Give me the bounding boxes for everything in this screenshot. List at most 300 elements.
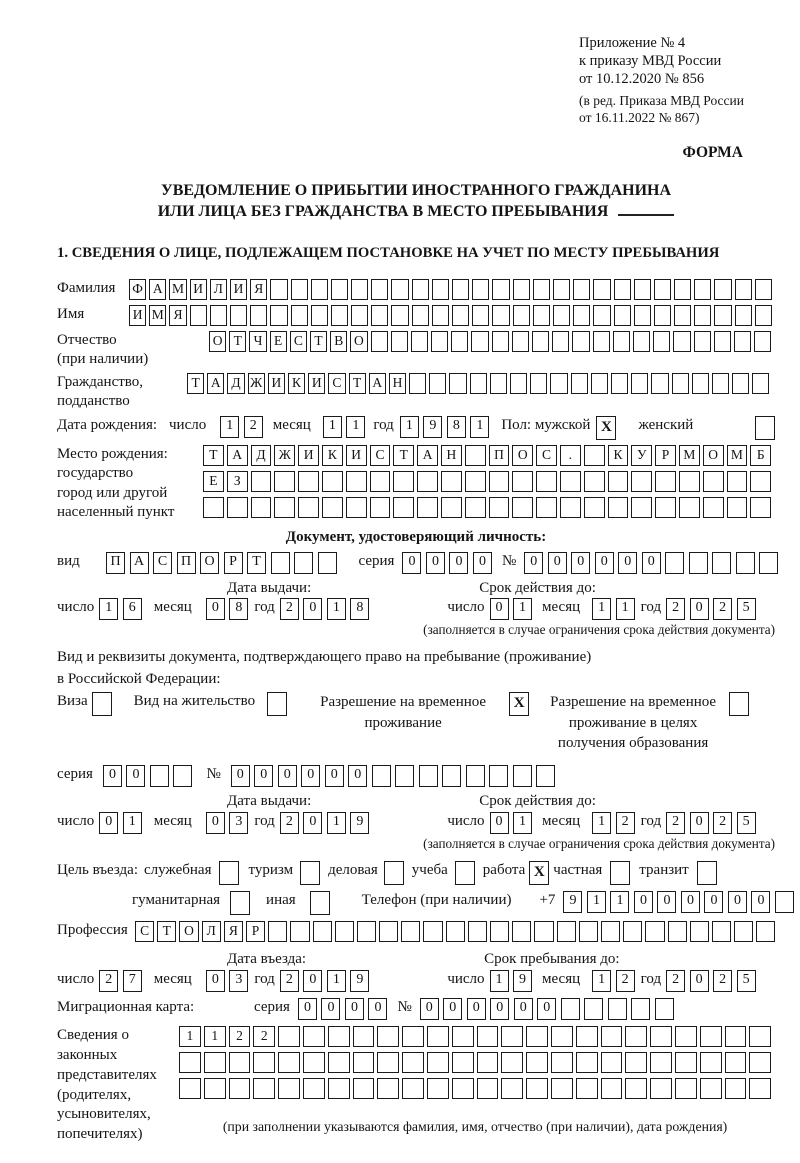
citizenship-cell[interactable] — [429, 373, 446, 394]
issue-month-cell[interactable]: 8 — [229, 598, 248, 620]
representative-cell[interactable] — [477, 1026, 499, 1047]
representative-cell[interactable] — [725, 1026, 747, 1047]
patronymic-cell[interactable]: В — [330, 331, 347, 352]
representative-cell[interactable] — [204, 1078, 226, 1099]
surname-cell[interactable] — [412, 279, 429, 300]
stay-year-cell[interactable]: 2 — [713, 970, 732, 992]
citizenship-cell[interactable]: С — [328, 373, 345, 394]
representative-cell[interactable] — [650, 1078, 672, 1099]
citizenship-cell[interactable] — [449, 373, 466, 394]
birth-place-cell[interactable] — [251, 497, 272, 518]
surname-cell[interactable]: Л — [210, 279, 227, 300]
phone-digit-cell[interactable]: 0 — [681, 891, 700, 913]
stay-issue-month-cell[interactable]: 3 — [229, 812, 248, 834]
birth-place-cell[interactable] — [512, 471, 533, 492]
phone-digit-cell[interactable]: 0 — [634, 891, 653, 913]
representative-cell[interactable] — [353, 1026, 375, 1047]
doc-kind-cell[interactable]: П — [177, 552, 196, 574]
birth-place-cell[interactable] — [584, 497, 605, 518]
migration-number-cell[interactable]: 0 — [490, 998, 509, 1020]
phone-digit-cell[interactable]: 0 — [704, 891, 723, 913]
purpose-transit-checkbox[interactable] — [697, 861, 717, 885]
stay-doc-number-cell[interactable] — [466, 765, 485, 787]
purpose-private-checkbox[interactable] — [610, 861, 630, 885]
birth-place-cell[interactable] — [346, 497, 367, 518]
entry-year-cell[interactable]: 9 — [350, 970, 369, 992]
patronymic-cell[interactable] — [451, 331, 468, 352]
birth-year-cell[interactable]: 8 — [447, 416, 466, 438]
issue-day-cell[interactable]: 6 — [123, 598, 142, 620]
birth-place-cell[interactable] — [441, 471, 462, 492]
birth-place-cell[interactable]: Е — [203, 471, 224, 492]
name-cell[interactable] — [614, 305, 631, 326]
representative-cell[interactable]: 1 — [204, 1026, 226, 1047]
issue-year-cell[interactable]: 1 — [327, 598, 346, 620]
patronymic-cell[interactable]: С — [290, 331, 307, 352]
birth-place-cell[interactable] — [393, 471, 414, 492]
representative-cell[interactable] — [253, 1078, 275, 1099]
doc-series-cell[interactable]: 0 — [426, 552, 445, 574]
representative-cell[interactable] — [725, 1078, 747, 1099]
name-cell[interactable]: И — [129, 305, 146, 326]
patronymic-cell[interactable] — [593, 331, 610, 352]
birth-place-cell[interactable] — [631, 497, 652, 518]
profession-cell[interactable] — [734, 921, 753, 942]
representative-cell[interactable] — [303, 1078, 325, 1099]
representative-cell[interactable] — [625, 1052, 647, 1073]
stay-issue-year-cell[interactable]: 2 — [280, 812, 299, 834]
patronymic-cell[interactable] — [391, 331, 408, 352]
surname-cell[interactable] — [533, 279, 550, 300]
doc-number-cell[interactable] — [689, 552, 708, 574]
surname-cell[interactable]: М — [169, 279, 186, 300]
citizenship-cell[interactable] — [490, 373, 507, 394]
birth-place-cell[interactable] — [679, 497, 700, 518]
valid-day-cell[interactable]: 0 — [490, 598, 509, 620]
name-cell[interactable] — [573, 305, 590, 326]
representative-cell[interactable] — [278, 1078, 300, 1099]
surname-cell[interactable] — [492, 279, 509, 300]
name-cell[interactable]: Я — [169, 305, 186, 326]
entry-day-cell[interactable]: 2 — [99, 970, 118, 992]
representative-cell[interactable] — [353, 1052, 375, 1073]
migration-number-cell[interactable]: 0 — [514, 998, 533, 1020]
birth-place-cell[interactable] — [727, 497, 748, 518]
representative-cell[interactable] — [551, 1026, 573, 1047]
migration-number-cell[interactable]: 0 — [537, 998, 556, 1020]
name-cell[interactable] — [553, 305, 570, 326]
surname-cell[interactable] — [674, 279, 691, 300]
representative-cell[interactable] — [700, 1052, 722, 1073]
migration-number-cell[interactable]: 0 — [443, 998, 462, 1020]
representative-cell[interactable] — [601, 1078, 623, 1099]
birth-place-cell[interactable]: С — [536, 445, 557, 466]
representative-cell[interactable] — [204, 1052, 226, 1073]
name-cell[interactable] — [634, 305, 651, 326]
birth-place-cell[interactable] — [417, 471, 438, 492]
representative-cell[interactable]: 2 — [253, 1026, 275, 1047]
representative-cell[interactable] — [328, 1026, 350, 1047]
phone-digit-cell[interactable]: 1 — [610, 891, 629, 913]
birth-day-cell[interactable]: 1 — [220, 416, 239, 438]
representative-cell[interactable] — [749, 1052, 771, 1073]
profession-cell[interactable]: О — [179, 921, 198, 942]
entry-year-cell[interactable]: 1 — [327, 970, 346, 992]
citizenship-cell[interactable] — [591, 373, 608, 394]
profession-cell[interactable] — [401, 921, 420, 942]
patronymic-cell[interactable] — [694, 331, 711, 352]
surname-cell[interactable] — [371, 279, 388, 300]
patronymic-cell[interactable] — [734, 331, 751, 352]
doc-kind-cell[interactable]: П — [106, 552, 125, 574]
surname-cell[interactable] — [634, 279, 651, 300]
profession-cell[interactable]: Р — [246, 921, 265, 942]
stay-doc-series-cell[interactable]: 0 — [126, 765, 145, 787]
birth-place-cell[interactable]: З — [227, 471, 248, 492]
name-cell[interactable] — [391, 305, 408, 326]
doc-number-cell[interactable]: 0 — [595, 552, 614, 574]
birth-place-cell[interactable] — [560, 497, 581, 518]
stay-doc-number-cell[interactable] — [419, 765, 438, 787]
representative-cell[interactable] — [477, 1078, 499, 1099]
citizenship-cell[interactable] — [752, 373, 769, 394]
birth-place-cell[interactable] — [536, 497, 557, 518]
profession-cell[interactable] — [668, 921, 687, 942]
representative-cell[interactable] — [427, 1052, 449, 1073]
representative-cell[interactable] — [253, 1052, 275, 1073]
birth-place-cell[interactable] — [417, 497, 438, 518]
purpose-work-checkbox[interactable]: X — [529, 861, 549, 885]
profession-cell[interactable] — [468, 921, 487, 942]
profession-cell[interactable]: Я — [224, 921, 243, 942]
surname-cell[interactable] — [311, 279, 328, 300]
entry-month-cell[interactable]: 3 — [229, 970, 248, 992]
birth-place-cell[interactable] — [346, 471, 367, 492]
phone-digit-cell[interactable] — [775, 891, 794, 913]
name-cell[interactable] — [755, 305, 772, 326]
birth-place-cell[interactable] — [584, 445, 605, 466]
profession-cell[interactable] — [423, 921, 442, 942]
migration-number-cell[interactable] — [584, 998, 603, 1020]
representative-cell[interactable] — [229, 1078, 251, 1099]
citizenship-cell[interactable]: Н — [389, 373, 406, 394]
doc-number-cell[interactable] — [736, 552, 755, 574]
birth-place-cell[interactable] — [370, 471, 391, 492]
purpose-tourism-checkbox[interactable] — [300, 861, 320, 885]
name-cell[interactable] — [714, 305, 731, 326]
representative-cell[interactable] — [526, 1026, 548, 1047]
surname-cell[interactable]: Ф — [129, 279, 146, 300]
migration-number-cell[interactable] — [631, 998, 650, 1020]
profession-cell[interactable] — [268, 921, 287, 942]
citizenship-cell[interactable]: Т — [187, 373, 204, 394]
doc-kind-cell[interactable] — [294, 552, 313, 574]
surname-cell[interactable]: И — [190, 279, 207, 300]
citizenship-cell[interactable] — [611, 373, 628, 394]
migration-number-cell[interactable]: 0 — [467, 998, 486, 1020]
representative-cell[interactable] — [353, 1078, 375, 1099]
migration-number-cell[interactable] — [608, 998, 627, 1020]
name-cell[interactable] — [250, 305, 267, 326]
name-cell[interactable] — [513, 305, 530, 326]
migration-number-cell[interactable] — [561, 998, 580, 1020]
name-cell[interactable] — [593, 305, 610, 326]
surname-cell[interactable] — [573, 279, 590, 300]
name-cell[interactable] — [412, 305, 429, 326]
birth-place-cell[interactable]: И — [298, 445, 319, 466]
purpose-study-checkbox[interactable] — [455, 861, 475, 885]
birth-place-cell[interactable]: Т — [393, 445, 414, 466]
patronymic-cell[interactable]: Е — [270, 331, 287, 352]
representative-cell[interactable] — [576, 1078, 598, 1099]
representative-cell[interactable] — [675, 1026, 697, 1047]
surname-cell[interactable] — [472, 279, 489, 300]
representative-cell[interactable] — [650, 1052, 672, 1073]
birth-place-cell[interactable] — [370, 497, 391, 518]
surname-cell[interactable] — [654, 279, 671, 300]
profession-cell[interactable] — [645, 921, 664, 942]
purpose-business-checkbox[interactable] — [384, 861, 404, 885]
doc-kind-cell[interactable]: С — [153, 552, 172, 574]
name-cell[interactable] — [533, 305, 550, 326]
profession-cell[interactable] — [446, 921, 465, 942]
citizenship-cell[interactable]: А — [369, 373, 386, 394]
representative-cell[interactable] — [377, 1052, 399, 1073]
representative-cell[interactable] — [700, 1078, 722, 1099]
doc-number-cell[interactable]: 0 — [571, 552, 590, 574]
patronymic-cell[interactable] — [471, 331, 488, 352]
representative-cell[interactable] — [377, 1078, 399, 1099]
name-cell[interactable] — [432, 305, 449, 326]
citizenship-cell[interactable]: К — [288, 373, 305, 394]
patronymic-cell[interactable] — [754, 331, 771, 352]
representative-cell[interactable] — [576, 1026, 598, 1047]
citizenship-cell[interactable] — [550, 373, 567, 394]
stay-valid-month-cell[interactable]: 2 — [616, 812, 635, 834]
profession-cell[interactable] — [623, 921, 642, 942]
sex-male-checkbox[interactable]: X — [596, 416, 616, 440]
representative-cell[interactable] — [328, 1078, 350, 1099]
stay-year-cell[interactable]: 5 — [737, 970, 756, 992]
profession-cell[interactable] — [601, 921, 620, 942]
profession-cell[interactable] — [712, 921, 731, 942]
migration-number-cell[interactable]: 0 — [420, 998, 439, 1020]
patronymic-cell[interactable] — [714, 331, 731, 352]
patronymic-cell[interactable] — [532, 331, 549, 352]
stay-doc-number-cell[interactable]: 0 — [231, 765, 250, 787]
title-blank-line[interactable] — [618, 201, 674, 216]
representative-cell[interactable] — [601, 1052, 623, 1073]
birth-place-cell[interactable]: О — [703, 445, 724, 466]
doc-number-cell[interactable] — [759, 552, 778, 574]
stay-doc-number-cell[interactable]: 0 — [278, 765, 297, 787]
phone-digit-cell[interactable]: 1 — [587, 891, 606, 913]
stay-issue-year-cell[interactable]: 0 — [303, 812, 322, 834]
stay-month-cell[interactable]: 1 — [592, 970, 611, 992]
name-cell[interactable] — [674, 305, 691, 326]
birth-month-cell[interactable]: 1 — [323, 416, 342, 438]
patronymic-cell[interactable]: Т — [310, 331, 327, 352]
representative-cell[interactable] — [650, 1026, 672, 1047]
birth-place-cell[interactable] — [655, 471, 676, 492]
patronymic-cell[interactable] — [653, 331, 670, 352]
name-cell[interactable] — [351, 305, 368, 326]
birth-place-cell[interactable]: К — [322, 445, 343, 466]
birth-place-cell[interactable] — [727, 471, 748, 492]
stay-doc-number-cell[interactable]: 0 — [325, 765, 344, 787]
stay-year-cell[interactable]: 0 — [690, 970, 709, 992]
representative-cell[interactable] — [551, 1052, 573, 1073]
citizenship-cell[interactable] — [510, 373, 527, 394]
name-cell[interactable] — [210, 305, 227, 326]
stay-doc-number-cell[interactable] — [372, 765, 391, 787]
stay-issue-month-cell[interactable]: 0 — [206, 812, 225, 834]
birth-place-cell[interactable]: П — [489, 445, 510, 466]
birth-place-cell[interactable] — [536, 471, 557, 492]
representative-cell[interactable] — [179, 1078, 201, 1099]
entry-year-cell[interactable]: 2 — [280, 970, 299, 992]
patronymic-cell[interactable]: Т — [229, 331, 246, 352]
representative-cell[interactable]: 2 — [229, 1026, 251, 1047]
profession-cell[interactable] — [579, 921, 598, 942]
birth-place-cell[interactable] — [251, 471, 272, 492]
name-cell[interactable] — [694, 305, 711, 326]
doc-number-cell[interactable]: 0 — [524, 552, 543, 574]
citizenship-cell[interactable] — [672, 373, 689, 394]
birth-place-cell[interactable]: Ж — [274, 445, 295, 466]
birth-place-cell[interactable] — [584, 471, 605, 492]
birth-place-cell[interactable]: А — [227, 445, 248, 466]
representative-cell[interactable] — [402, 1078, 424, 1099]
phone-digit-cell[interactable]: 0 — [657, 891, 676, 913]
stay-doc-number-cell[interactable] — [395, 765, 414, 787]
residence-permit-checkbox[interactable] — [267, 692, 287, 716]
patronymic-cell[interactable] — [431, 331, 448, 352]
citizenship-cell[interactable] — [409, 373, 426, 394]
birth-place-cell[interactable] — [227, 497, 248, 518]
name-cell[interactable] — [230, 305, 247, 326]
stay-doc-number-cell[interactable] — [442, 765, 461, 787]
name-cell[interactable] — [492, 305, 509, 326]
patronymic-cell[interactable] — [492, 331, 509, 352]
stay-issue-day-cell[interactable]: 1 — [123, 812, 142, 834]
birth-place-cell[interactable] — [560, 471, 581, 492]
sex-female-checkbox[interactable] — [755, 416, 775, 440]
valid-year-cell[interactable]: 2 — [666, 598, 685, 620]
representative-cell[interactable] — [427, 1078, 449, 1099]
name-cell[interactable] — [371, 305, 388, 326]
birth-year-cell[interactable]: 1 — [470, 416, 489, 438]
surname-cell[interactable] — [432, 279, 449, 300]
representative-cell[interactable] — [477, 1052, 499, 1073]
birth-month-cell[interactable]: 1 — [346, 416, 365, 438]
patronymic-cell[interactable] — [552, 331, 569, 352]
representative-cell[interactable] — [402, 1052, 424, 1073]
stay-doc-number-cell[interactable] — [513, 765, 532, 787]
valid-year-cell[interactable]: 2 — [713, 598, 732, 620]
birth-place-cell[interactable] — [322, 471, 343, 492]
birth-place-cell[interactable] — [298, 471, 319, 492]
patronymic-cell[interactable]: О — [209, 331, 226, 352]
name-cell[interactable] — [291, 305, 308, 326]
birth-place-cell[interactable] — [703, 497, 724, 518]
stay-valid-day-cell[interactable]: 1 — [513, 812, 532, 834]
stay-valid-year-cell[interactable]: 2 — [666, 812, 685, 834]
representative-cell[interactable] — [501, 1052, 523, 1073]
birth-place-cell[interactable]: У — [631, 445, 652, 466]
birth-place-cell[interactable] — [608, 471, 629, 492]
birth-place-cell[interactable] — [750, 497, 771, 518]
visa-checkbox[interactable] — [92, 692, 112, 716]
profession-cell[interactable] — [335, 921, 354, 942]
profession-cell[interactable] — [557, 921, 576, 942]
birth-place-cell[interactable]: К — [608, 445, 629, 466]
entry-year-cell[interactable]: 0 — [303, 970, 322, 992]
surname-cell[interactable] — [694, 279, 711, 300]
representative-cell[interactable] — [749, 1026, 771, 1047]
birth-place-cell[interactable] — [465, 497, 486, 518]
patronymic-cell[interactable] — [613, 331, 630, 352]
name-cell[interactable] — [452, 305, 469, 326]
issue-year-cell[interactable]: 2 — [280, 598, 299, 620]
stay-day-cell[interactable]: 9 — [513, 970, 532, 992]
surname-cell[interactable] — [351, 279, 368, 300]
birth-place-cell[interactable]: О — [512, 445, 533, 466]
birth-place-cell[interactable] — [608, 497, 629, 518]
representative-cell[interactable] — [501, 1078, 523, 1099]
representative-cell[interactable] — [179, 1052, 201, 1073]
stay-issue-day-cell[interactable]: 0 — [99, 812, 118, 834]
birth-place-cell[interactable] — [393, 497, 414, 518]
birth-place-cell[interactable] — [703, 471, 724, 492]
birth-year-cell[interactable]: 9 — [423, 416, 442, 438]
stay-doc-number-cell[interactable] — [536, 765, 555, 787]
stay-doc-series-cell[interactable] — [150, 765, 169, 787]
profession-cell[interactable] — [357, 921, 376, 942]
surname-cell[interactable] — [755, 279, 772, 300]
stay-doc-number-cell[interactable]: 0 — [254, 765, 273, 787]
citizenship-cell[interactable] — [530, 373, 547, 394]
representative-cell[interactable] — [601, 1026, 623, 1047]
patronymic-cell[interactable] — [411, 331, 428, 352]
doc-series-cell[interactable]: 0 — [473, 552, 492, 574]
doc-kind-cell[interactable]: Р — [224, 552, 243, 574]
stay-valid-year-cell[interactable]: 0 — [690, 812, 709, 834]
issue-year-cell[interactable]: 0 — [303, 598, 322, 620]
birth-place-cell[interactable] — [441, 497, 462, 518]
doc-number-cell[interactable] — [712, 552, 731, 574]
surname-cell[interactable] — [391, 279, 408, 300]
citizenship-cell[interactable]: Д — [227, 373, 244, 394]
doc-kind-cell[interactable] — [271, 552, 290, 574]
citizenship-cell[interactable] — [712, 373, 729, 394]
stay-valid-month-cell[interactable]: 1 — [592, 812, 611, 834]
birth-place-cell[interactable] — [631, 471, 652, 492]
surname-cell[interactable] — [714, 279, 731, 300]
patronymic-cell[interactable] — [572, 331, 589, 352]
profession-cell[interactable] — [379, 921, 398, 942]
migration-series-cell[interactable]: 0 — [345, 998, 364, 1020]
birth-place-cell[interactable]: И — [346, 445, 367, 466]
name-cell[interactable] — [270, 305, 287, 326]
patronymic-cell[interactable] — [371, 331, 388, 352]
valid-year-cell[interactable]: 0 — [690, 598, 709, 620]
birth-place-cell[interactable] — [322, 497, 343, 518]
valid-month-cell[interactable]: 1 — [592, 598, 611, 620]
surname-cell[interactable] — [735, 279, 752, 300]
representative-cell[interactable] — [749, 1078, 771, 1099]
entry-day-cell[interactable]: 7 — [123, 970, 142, 992]
